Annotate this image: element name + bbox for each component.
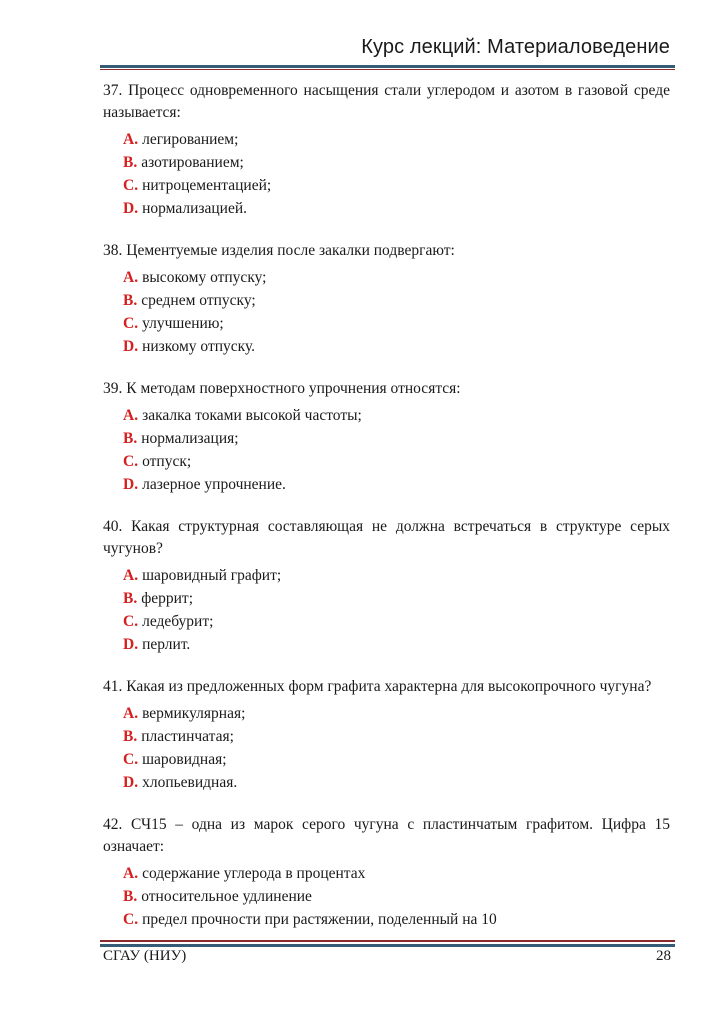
page-header-title: Курс лекций: Материаловедение — [361, 36, 670, 58]
answer-text: содержание углерода в процентах — [142, 865, 366, 882]
answer-text: предел прочности при растяжении, поделенный на 10 — [142, 911, 497, 928]
answer-text: нормализация; — [141, 430, 239, 447]
answer-option — [123, 404, 670, 427]
answer-text: низкому отпуску. — [142, 338, 256, 355]
answer-option — [123, 771, 670, 794]
answer-text: лазерное упрочнение. — [142, 476, 286, 493]
answer-text: высокому отпуску; — [142, 269, 267, 286]
answer-text: пластинчатая; — [141, 728, 234, 745]
answer-option — [123, 725, 670, 748]
answer-option — [123, 197, 670, 220]
answer-text: шаровидная; — [142, 751, 227, 768]
question-text: 41. Какая из предложенных форм графита характерна для высокопрочного чугуна? — [103, 678, 652, 695]
answer-letter: D. — [123, 338, 139, 355]
question-text: 38. Цементуемые изделия после закалки подвергают: — [103, 242, 455, 259]
answer-letter: A. — [123, 865, 139, 882]
answer-list — [103, 702, 670, 794]
answer-option — [123, 427, 670, 450]
question-text: 39. К методам поверхностного упрочнения относятся: — [103, 380, 461, 397]
question-block — [103, 676, 670, 794]
answer-text: феррит; — [141, 590, 194, 607]
answer-letter: C. — [123, 613, 139, 630]
answer-option — [123, 748, 670, 771]
footer-rule-red — [100, 940, 675, 942]
answer-list — [103, 564, 670, 656]
answer-letter: A. — [123, 131, 139, 148]
answer-letter: B. — [123, 888, 138, 905]
answer-letter: B. — [123, 728, 138, 745]
answer-option — [123, 702, 670, 725]
answer-text: легированием; — [142, 131, 239, 148]
answer-list — [103, 862, 670, 931]
answer-list — [103, 404, 670, 496]
header-rule-red — [100, 69, 675, 70]
answer-option — [123, 312, 670, 335]
question-list — [103, 80, 670, 951]
answer-text: азотированием; — [141, 154, 244, 171]
answer-letter: A. — [123, 269, 139, 286]
answer-option — [123, 610, 670, 633]
answer-option — [123, 564, 670, 587]
answer-letter: D. — [123, 774, 139, 791]
question-text: 42. СЧ15 – одна из марок серого чугуна с пластинчатым графитом. Цифра 15 означает: — [103, 816, 670, 855]
answer-letter: A. — [123, 567, 139, 584]
answer-option — [123, 450, 670, 473]
question-block — [103, 814, 670, 931]
answer-letter: D. — [123, 200, 139, 217]
answer-text: шаровидный графит; — [142, 567, 282, 584]
answer-option — [123, 885, 670, 908]
answer-letter: B. — [123, 154, 138, 171]
answer-text: нитроцементацией; — [142, 177, 272, 194]
answer-text: перлит. — [142, 636, 191, 653]
answer-letter: D. — [123, 636, 139, 653]
answer-option — [123, 862, 670, 885]
header-rule-blue — [100, 65, 675, 68]
answer-option — [123, 335, 670, 358]
answer-option — [123, 289, 670, 312]
question-block — [103, 378, 670, 496]
answer-text: относительное удлинение — [141, 888, 312, 905]
answer-option — [123, 908, 670, 931]
answer-option — [123, 587, 670, 610]
answer-option — [123, 174, 670, 197]
answer-letter: B. — [123, 430, 138, 447]
footer-rule-blue — [100, 944, 675, 947]
answer-letter: C. — [123, 911, 139, 928]
answer-letter: B. — [123, 590, 138, 607]
answer-option — [123, 633, 670, 656]
answer-list — [103, 266, 670, 358]
answer-text: нормализацией. — [142, 200, 248, 217]
answer-option — [123, 128, 670, 151]
answer-letter: C. — [123, 177, 139, 194]
answer-text: улучшению; — [142, 315, 224, 332]
answer-letter: C. — [123, 751, 139, 768]
answer-text: ледебурит; — [142, 613, 214, 630]
answer-text: среднем отпуску; — [141, 292, 256, 309]
answer-option — [123, 266, 670, 289]
answer-letter: B. — [123, 292, 138, 309]
question-block — [103, 240, 670, 358]
question-block — [103, 516, 670, 656]
answer-option — [123, 473, 670, 496]
answer-text: вермикулярная; — [142, 705, 246, 722]
footer-institution: СГАУ (НИУ) — [103, 948, 187, 964]
answer-text: хлопьевидная. — [142, 774, 238, 791]
question-block — [103, 80, 670, 220]
question-text: 40. Какая структурная составляющая не должна встречаться в структуре серых чугунов? — [103, 518, 670, 557]
answer-letter: D. — [123, 476, 139, 493]
answer-letter: A. — [123, 407, 139, 424]
answer-text: закалка токами высокой частоты; — [142, 407, 362, 424]
answer-letter: C. — [123, 315, 139, 332]
answer-text: отпуск; — [142, 453, 192, 470]
page-number: 28 — [656, 948, 671, 964]
question-text: 37. Процесс одновременного насыщения стали углеродом и азотом в газовой среде называется: — [103, 82, 670, 121]
answer-letter: A. — [123, 705, 139, 722]
answer-list — [103, 128, 670, 220]
answer-letter: C. — [123, 453, 139, 470]
answer-option — [123, 151, 670, 174]
